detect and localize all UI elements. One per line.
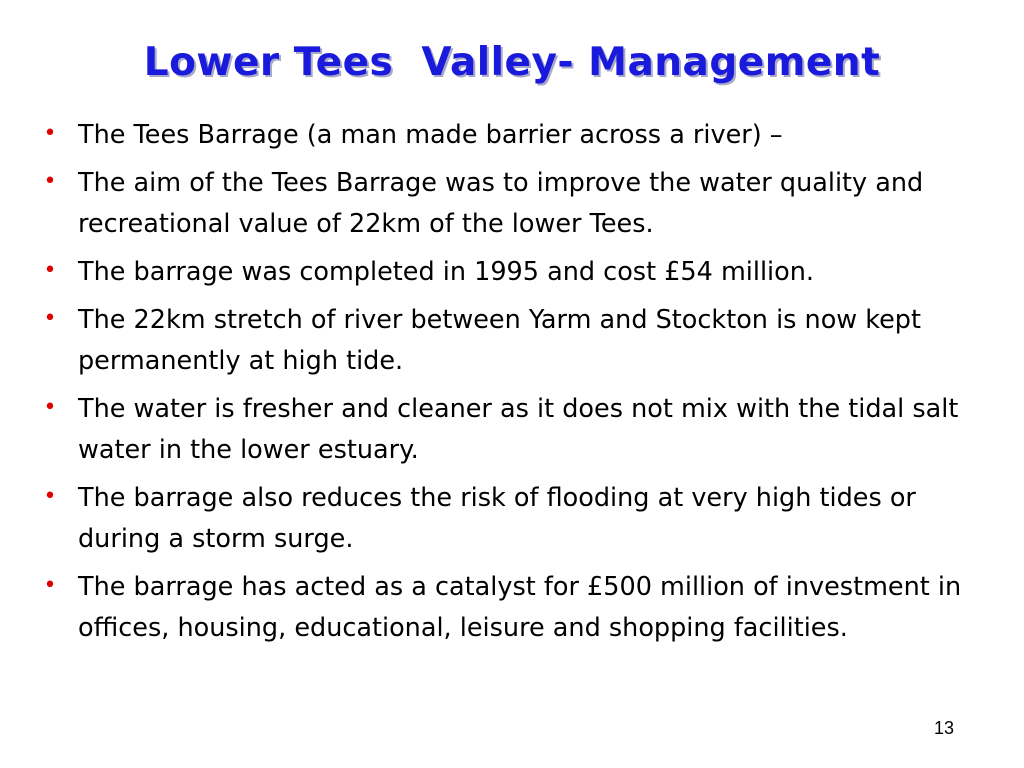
bullet-text: The water is fresher and cleaner as it does not mix with the tidal salt water in the lower estuary. bbox=[78, 394, 959, 465]
bullet-item bbox=[40, 163, 1000, 245]
bullet-text: The barrage was completed in 1995 and cost £54 million. bbox=[78, 257, 815, 287]
bullet-icon: • bbox=[43, 395, 57, 420]
bullet-item bbox=[40, 115, 1000, 156]
bullet-item bbox=[40, 389, 1000, 471]
bullet-item bbox=[40, 478, 1000, 560]
bullet-text: The barrage has acted as a catalyst for £500 million of investment in offices, housing, educational, leisure and shopping facilities. bbox=[78, 572, 962, 643]
bullet-text: The aim of the Tees Barrage was to improve the water quality and recreational value of 22km of the lower Tees. bbox=[78, 168, 924, 239]
bullet-item bbox=[40, 300, 1000, 382]
bullet-icon: • bbox=[43, 169, 57, 194]
page-number: 13 bbox=[933, 718, 954, 738]
bullet-icon: • bbox=[43, 484, 57, 509]
bullet-item bbox=[40, 252, 1000, 293]
bullet-icon: • bbox=[43, 121, 57, 146]
bullet-text: The Tees Barrage (a man made barrier across a river) – bbox=[78, 120, 783, 150]
slide-title: Lower Tees Valley- Management bbox=[143, 40, 881, 85]
bullet-icon: • bbox=[43, 573, 57, 598]
bullet-text: The barrage also reduces the risk of flooding at very high tides or during a storm surge. bbox=[78, 483, 916, 554]
bullet-item bbox=[40, 567, 1000, 649]
bullet-icon: • bbox=[43, 258, 57, 283]
bullet-icon: • bbox=[43, 306, 57, 331]
bullet-list bbox=[40, 115, 1000, 656]
bullet-text: The 22km stretch of river between Yarm and Stockton is now kept permanently at high tide. bbox=[78, 305, 921, 376]
